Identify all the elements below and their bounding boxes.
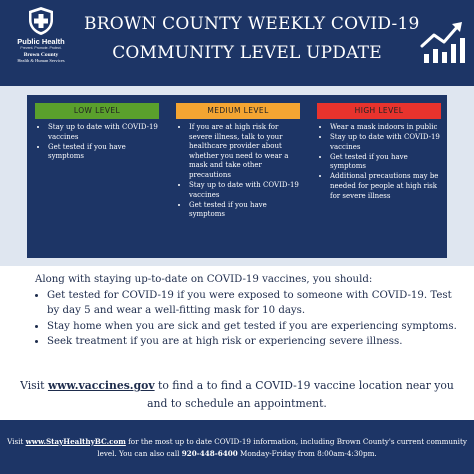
title-line-1: BROWN COUNTY WEEKLY COVID-19	[84, 14, 420, 34]
list-item: • Stay up to date with COVID-19 vaccines	[189, 181, 300, 200]
guidance-intro: Along with staying up-to-date on COVID-19 vaccines, you should:	[35, 274, 373, 285]
list-item: • Get tested for COVID-19 if you were exposed to someone with COVID-19. Test by day 5 and wear a well-fitting mask for 10 days.	[47, 288, 465, 319]
logo-name: Public Health	[17, 37, 65, 46]
list-item: • Get tested if you have symptoms	[189, 201, 300, 220]
low-level-column	[35, 103, 159, 162]
high-level-column	[317, 103, 441, 202]
guidance-section	[35, 272, 465, 350]
list-item: • Additional precautions may be needed for people at high risk for severe illness	[330, 172, 441, 201]
logo-tagline: Prevent. Promote. Protect.	[20, 46, 62, 50]
high-level-label: HIGH LEVEL	[317, 103, 441, 119]
list-item: • Seek treatment if you are at high risk or experiencing severe illness.	[47, 334, 465, 350]
footer-banner	[0, 420, 474, 474]
medium-level-column	[176, 103, 300, 220]
list-item: • Stay home when you are sick and get tested if you are experiencing symptoms.	[47, 319, 465, 335]
phone-number[interactable]: 920-448-6400	[181, 448, 238, 458]
high-level-list	[317, 123, 441, 201]
title-line-2: COMMUNITY LEVEL UPDATE	[112, 43, 382, 63]
list-item: • Stay up to date with COVID-19 vaccines	[48, 123, 159, 142]
list-item: • Get tested if you have symptoms	[48, 143, 159, 162]
logo-county: Brown County	[23, 52, 59, 58]
low-level-list	[35, 123, 159, 162]
medium-level-list	[176, 123, 300, 220]
list-item: • Stay up to date with COVID-19 vaccines	[330, 133, 441, 152]
low-level-label: LOW LEVEL	[35, 103, 159, 119]
shield-cross-icon	[27, 6, 55, 36]
vaccines-gov-link[interactable]: www.vaccines.gov	[47, 379, 155, 392]
footer-prefix: Visit	[7, 437, 26, 446]
footer-suffix: Monday-Friday from 8:00am-4:30pm.	[237, 448, 377, 458]
logo-department: Health & Human Services	[17, 58, 65, 63]
vaccine-finder-text	[20, 377, 454, 412]
community-levels-panel	[27, 95, 447, 258]
header-banner	[0, 0, 474, 86]
medium-level-label: MEDIUM LEVEL	[176, 103, 300, 119]
stayhealthybc-link[interactable]: www.StayHealthyBC.com	[25, 437, 126, 446]
public-health-logo	[6, 6, 76, 80]
visit-prefix: Visit	[20, 379, 48, 392]
growth-chart-icon	[418, 16, 468, 66]
list-item: • Wear a mask indoors in public	[330, 123, 441, 133]
list-item: • If you are at high risk for severe illness, talk to your healthcare provider about whether you need to wear a mask and take other precautions	[189, 123, 300, 181]
footer-middle: for the most up to date COVID-19 information, including Brown County's current community level. You can also call	[97, 437, 467, 458]
page-title	[84, 10, 420, 68]
guidance-list	[35, 288, 465, 350]
list-item: • Get tested if you have symptoms	[330, 153, 441, 172]
visit-suffix: to find a to find a COVID-19 vaccine location near you and to schedule an appointment.	[147, 379, 454, 410]
